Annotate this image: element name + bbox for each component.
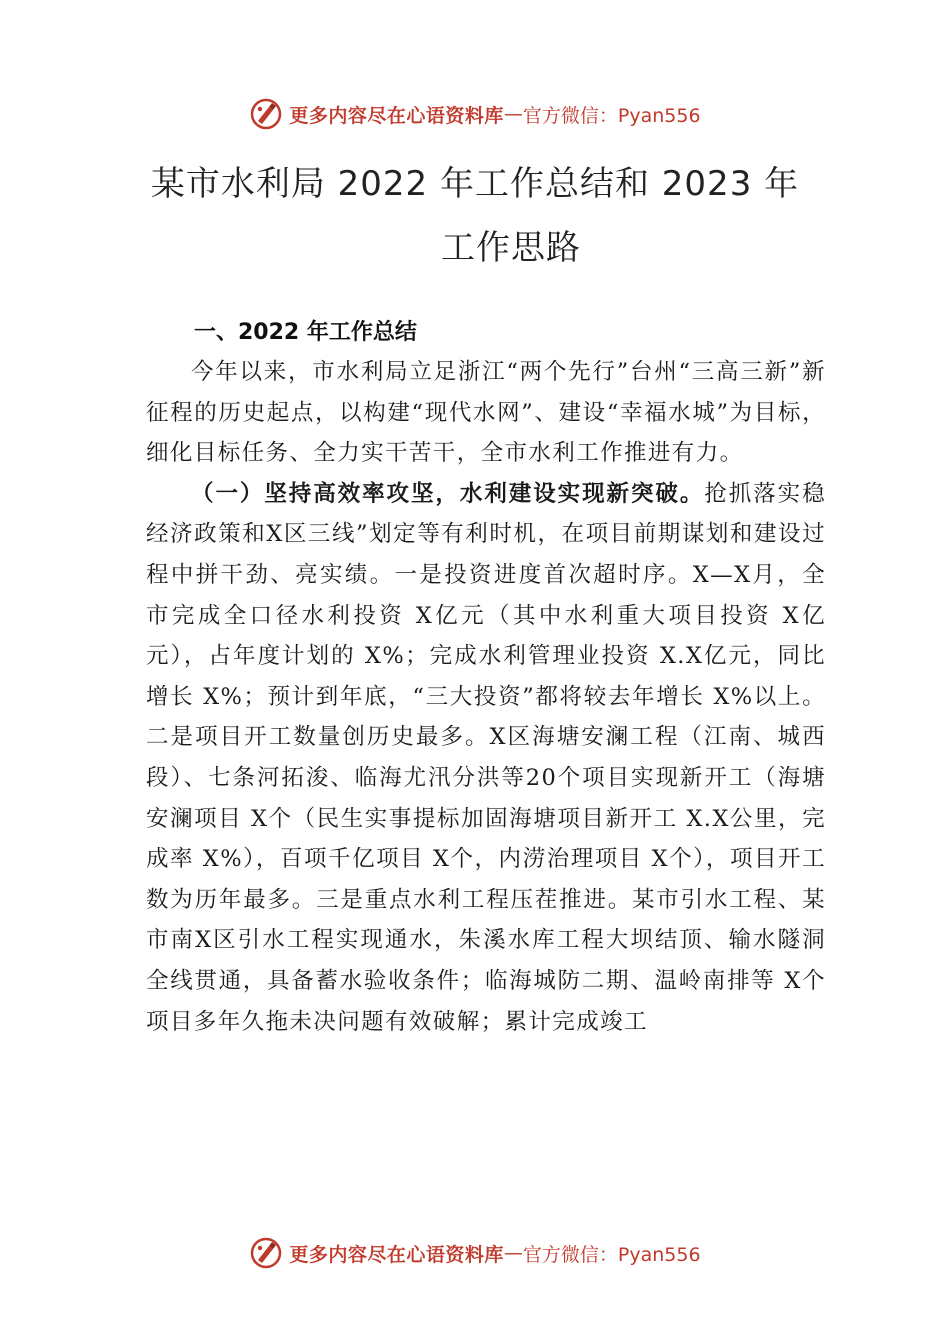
section-heading: 一、2022 年工作总结: [194, 320, 417, 345]
intro-paragraph: 今年以来，市水利局立足浙江“两个先行”台州“三高三新”新征程的历史起点，以构建“现代水网”、建设“幸福水城”为目标，细化目标任务、全力实干苦干，全市水利工作推进有力。: [146, 359, 826, 467]
brand-dash: —: [503, 1242, 523, 1264]
footer-banner: [0, 1233, 950, 1273]
brand-name: 更多内容尽在心语资料库: [289, 104, 504, 127]
paragraph-body: 抢抓落实稳经济政策和X区三线”划定等有利时机，在项目前期谋划和建设过程中拼干劲、亮实绩。一是投资进度首次超时序。X—X月，全市完成全口径水利投资 X亿元（其中水利重大项目投资 X亿元），占年度计划的 X%；完成水利管理业投资 X.X亿元，同比增长 X%；预计到年底，“三大投资”都将较去年增长 X%以上。二是项目开工数量创历史最多。X区海塘安澜工程（江南、城西段）、七条河拓浚、临海尤汛分洪等20个项目实现新开工（海塘安澜项目 X个（民生实事提标加固海塘项目新开工 X.X公里，完成率 X%），百项千亿项目 X个，内涝治理项目 X个），项目开工数为历年最多。三是重点水利工程压茬推进。某市引水工程、某市南X区引水工程实现通水，朱溪水库工程大坝结顶、输水隧洞全线贯通，具备蓄水验收条件；临海城防二期、温岭南排等 X个项目多年久拖未决问题有效破解；累计完成竣工: [146, 480, 826, 1035]
wechat-contact: 官方微信：Pyan556: [522, 1243, 701, 1266]
brand-logo-icon: [249, 1236, 283, 1270]
paragraph-lead: （一）坚持高效率攻坚，水利建设实现新突破。: [191, 480, 705, 507]
paragraph-construction: [146, 474, 826, 1042]
brand-name: 更多内容尽在心语资料库: [289, 1243, 504, 1266]
header-banner: [0, 94, 950, 134]
wechat-contact: 官方微信：Pyan556: [522, 104, 701, 127]
document-body: [146, 352, 826, 1042]
brand-logo-icon: [249, 97, 283, 131]
document-title-line-2: 工作思路: [441, 228, 581, 268]
document-title-line-1: 某市水利局 2022 年工作总结和 2023 年: [150, 164, 800, 204]
brand-dash: —: [503, 103, 523, 125]
